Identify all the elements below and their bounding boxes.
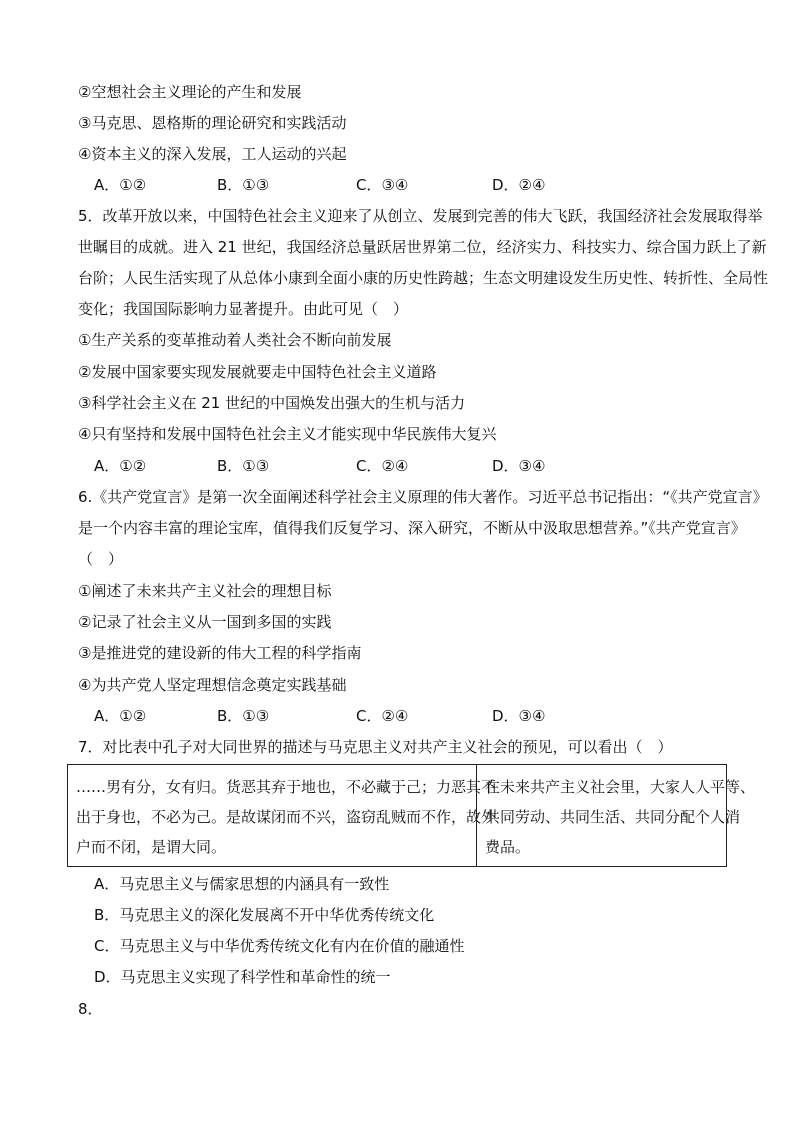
q5-option-b: B．①③ <box>217 457 270 475</box>
q5-statement-2: ②发展中国家要实现发展就要走中国特色社会主义道路 <box>78 363 437 381</box>
q4-option-b: B．①③ <box>217 176 270 194</box>
q7-marxism-line-1: 在未来共产主义社会里，大家人人平等、 <box>485 778 756 796</box>
q6-option-b: B．①③ <box>217 707 270 725</box>
q7-marxism-cell <box>477 765 756 867</box>
q7-stem: 7．对比表中孔子对大同世界的描述与马克思主义对共产主义社会的预见，可以看出（ ） <box>78 738 673 756</box>
q6-statement-1: ①阐述了未来共产主义社会的理想目标 <box>78 582 332 600</box>
q5-statement-3: ③科学社会主义在 21 世纪的中国焕发出强大的生机与活力 <box>78 394 466 412</box>
q5-option-d: D．③④ <box>492 457 546 475</box>
q6-option-a: A．①② <box>94 707 147 725</box>
q4-option-d: D．②④ <box>492 176 546 194</box>
q5-option-c: C．②④ <box>356 457 409 475</box>
q7-confucius-line-1: ……男有分，女有归。货恶其弃于地也，不必藏于己；力恶其不 <box>76 778 497 796</box>
q7-confucius-line-2: 出于身也，不必为己。是故谋闭而不兴，盗窃乱贼而不作，故外 <box>76 808 497 826</box>
q5-option-a: A．①② <box>94 457 147 475</box>
table-row <box>68 765 727 867</box>
q7-option-a: A．马克思主义与儒家思想的内涵具有一致性 <box>94 875 390 893</box>
q6-options <box>94 706 654 726</box>
q6-option-d: D．③④ <box>492 707 546 725</box>
q5-stem-line-2: 世瞩目的成就。进入 21 世纪，我国经济总量跃居世界第二位，经济实力、科技实力、综合国力跃上了新 <box>78 238 767 256</box>
q6-statement-3: ③是推进党的建设新的伟大工程的科学指南 <box>78 644 362 662</box>
q7-option-c: C．马克思主义与中华优秀传统文化有内在价值的融通性 <box>94 937 465 955</box>
q7-comparison-table <box>67 764 756 867</box>
q8-label: 8． <box>78 1000 103 1018</box>
q4-statement-2: ②空想社会主义理论的产生和发展 <box>78 83 302 101</box>
q5-stem-line-1: 5．改革开放以来，中国特色社会主义迎来了从创立、发展到完善的伟大飞跃，我国经济社会发展取得举 <box>78 207 763 225</box>
q4-statement-4: ④资本主义的深入发展，工人运动的兴起 <box>78 145 347 163</box>
q7-confucius-cell <box>68 765 497 867</box>
q5-stem-line-4: 变化；我国国际影响力显著提升。由此可见（ ） <box>78 300 409 318</box>
q6-stem-line-2: 是一个内容丰富的理论宝库，值得我们反复学习、深入研究，不断从中汲取思想营养。”《共产党宣言》 <box>78 519 746 537</box>
q7-marxism-line-2: 共同劳动、共同生活、共同分配个人消 <box>485 808 741 826</box>
q7-confucius-line-3: 户而不闭，是谓大同。 <box>76 838 227 856</box>
q6-statement-2: ②记录了社会主义从一国到多国的实践 <box>78 613 332 631</box>
q7-marxism-line-3: 费品。 <box>485 838 531 856</box>
q4-option-c: C．③④ <box>356 176 409 194</box>
q5-statement-1: ①生产关系的变革推动着人类社会不断向前发展 <box>78 331 392 349</box>
q5-statement-4: ④只有坚持和发展中国特色社会主义才能实现中华民族伟大复兴 <box>78 425 497 443</box>
q6-stem-line-1: 6.《共产党宣言》是第一次全面阐述科学社会主义原理的伟大著作。习近平总书记指出：“《共产党宣言》 <box>78 488 768 506</box>
q4-options <box>94 175 654 195</box>
q5-options <box>94 456 654 476</box>
q4-option-a: A．①② <box>94 176 147 194</box>
q6-statement-4: ④为共产党人坚定理想信念奠定实践基础 <box>78 676 347 694</box>
q7-option-d: D．马克思主义实现了科学性和革命性的统一 <box>94 968 391 986</box>
q5-stem-line-3: 台阶；人民生活实现了从总体小康到全面小康的历史性跨越；生态文明建设发生历史性、转折性、全局性 <box>78 269 769 287</box>
q4-statement-3: ③马克思、恩格斯的理论研究和实践活动 <box>78 114 347 132</box>
q6-option-c: C．②④ <box>356 707 409 725</box>
q7-option-b: B．马克思主义的深化发展离不开中华优秀传统文化 <box>94 906 435 924</box>
q6-stem-line-3: （ ） <box>78 550 124 568</box>
